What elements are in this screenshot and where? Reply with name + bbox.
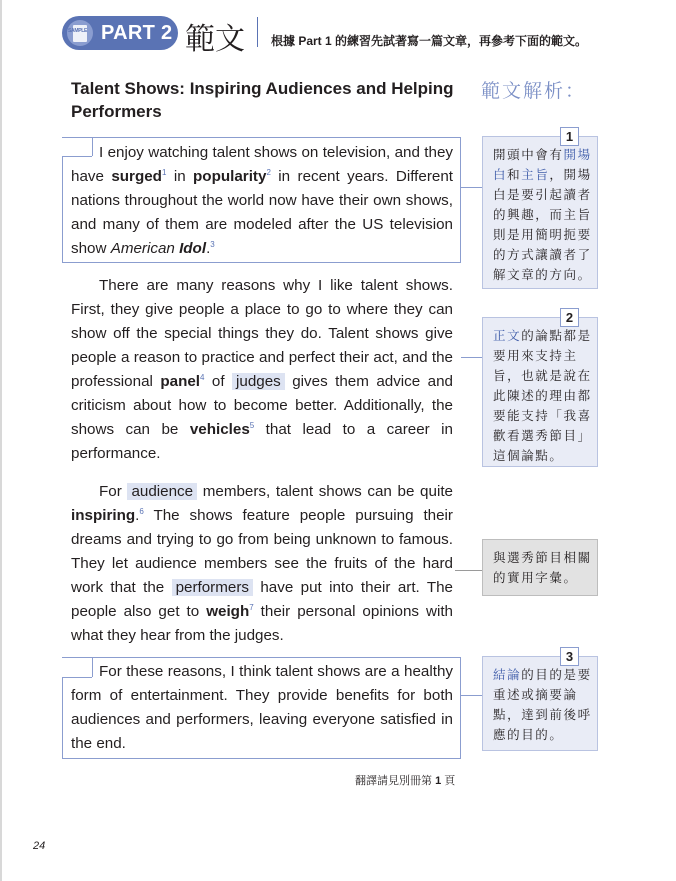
part-label: PART 2 <box>101 21 173 44</box>
vocab-word: popularity <box>193 168 267 185</box>
paragraph-conclusion: For these reasons, I think talent shows are a healthy form of entertainment. They provide benefits for both audiences and performers, leaving everyone satisfied in the end. <box>71 663 453 752</box>
footnote-ref: 2 <box>266 168 271 177</box>
footnote-ref: 4 <box>200 373 205 382</box>
footnote-ref: 7 <box>249 603 254 612</box>
page-number: 24 <box>33 840 46 852</box>
analysis-title: 範文解析： <box>481 81 587 102</box>
analysis-note-conclusion: 3 結論的目的是要重述或摘要論點，達到前後呼應的目的。 <box>482 656 598 751</box>
instruction-text: 根據 Part 1 的練習先試著寫一篇文章，再參考下面的範文。 <box>271 34 588 48</box>
paragraph-body-1: There are many reasons why I like talent shows. First, they give people a place to go to where they can show off the special things they do. Talent shows give people a reason to practice and perfect their act, and the professional panel$^4$ of judges gives them advice and criticism about how to become better. Additionally, the shows can be vehicles$^5$ that lead to a career in performance. <box>71 277 453 462</box>
note2-connector <box>461 357 482 358</box>
footnote-ref: 6 <box>139 507 144 516</box>
essay-title: Talent Shows: Inspiring Audiences and Helping Performers <box>71 79 454 121</box>
vocab-note-connector <box>455 570 482 571</box>
highlighted-word: judges <box>232 373 285 390</box>
note-number-badge: 3 <box>560 647 579 666</box>
key-term: 開場白 <box>493 148 592 182</box>
page-edge <box>0 0 2 881</box>
header-divider <box>257 17 258 47</box>
conclusion-frame-left <box>62 677 63 758</box>
highlighted-word: audience <box>127 483 197 500</box>
part-badge <box>62 16 178 50</box>
key-term: 主旨 <box>521 168 550 182</box>
analysis-note-intro: 1 開頭中會有開場白和主旨，開場白是要引起讀者的興趣，而主旨則是用簡明扼要的方式讓讀者了解文章的方向。 <box>482 136 598 289</box>
section-title: 範文 <box>185 22 245 57</box>
highlighted-word: performers <box>172 579 253 596</box>
analysis-note-body: 2 正文的論點都是要用來支持主旨，也就是說在此陳述的理由都要能支持「我喜歡看選秀節目」這個論點。 <box>482 317 598 467</box>
note1-connector <box>461 187 482 188</box>
vocab-word: surged <box>111 168 162 185</box>
note-number-badge: 1 <box>560 127 579 146</box>
key-term: 結論 <box>493 668 522 682</box>
vocab-word: panel <box>160 373 201 390</box>
footnote-ref: 5 <box>249 421 255 430</box>
note3-connector <box>461 695 482 696</box>
footnote-ref: 3 <box>210 240 215 249</box>
footnote-ref: 1 <box>161 168 167 177</box>
paragraph-intro: I enjoy watching talent shows on television, and they have surged$^1$ in popularity$^2$ in recent years. Different nations throughout the world now have their own shows, and many of them are modeled after the US television show American Idol.$^3$ <box>71 144 453 257</box>
note-number-badge: 2 <box>560 308 579 327</box>
vocab-word: inspiring <box>71 507 136 524</box>
vocab-word: weigh <box>206 603 250 620</box>
intro-frame-left <box>62 156 63 262</box>
vocab-note: 與選秀節目相關的實用字彙。 <box>482 539 598 596</box>
sample-document-icon <box>67 20 93 46</box>
sample-icon-text: SAMPLE <box>68 28 88 34</box>
translation-note: 翻譯請見別冊第 1 頁 <box>355 775 456 787</box>
key-term: 正文 <box>493 329 522 343</box>
vocab-word: vehicles <box>189 421 250 438</box>
paragraph-body-2: For audience members, talent shows can be quite inspiring.$^6$ The shows feature people pursuing their dreams and trying to go from being unknown to famous. They let audience members see the fruits of the hard work that the performers have put into their art. The people also get to weigh$^7$ their personal opinions with what they hear from the judges. <box>71 483 454 644</box>
